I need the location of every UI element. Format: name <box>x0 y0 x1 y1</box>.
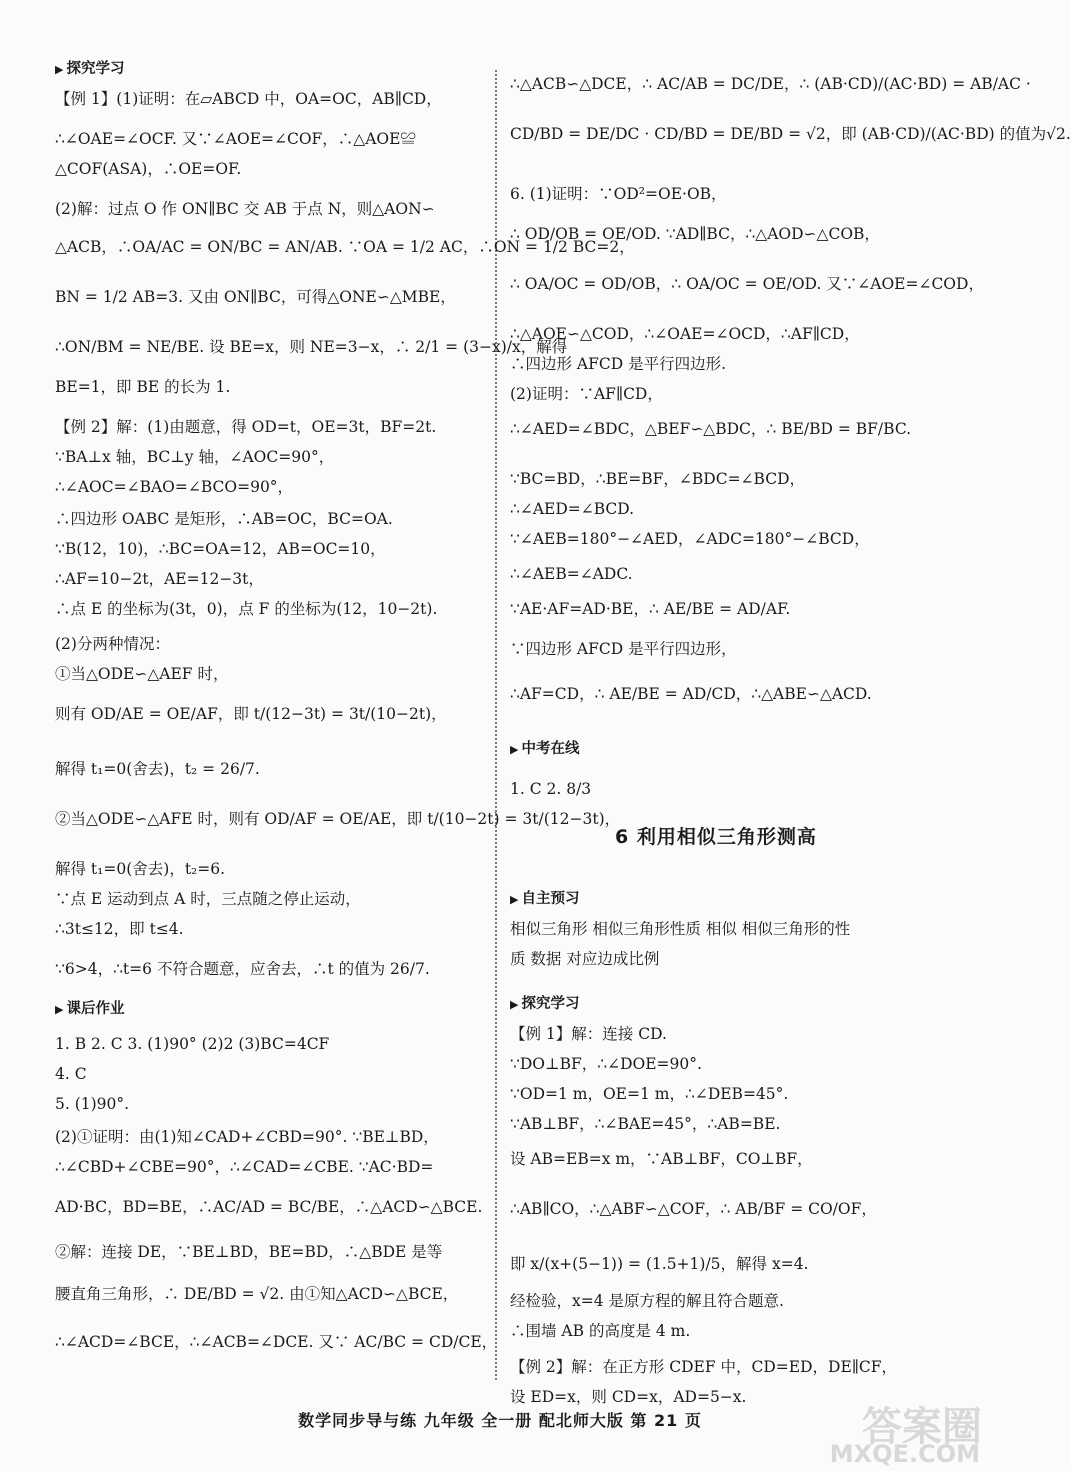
watermark-site: 答案圈 <box>862 1404 982 1450</box>
text-line: ∴AF=CD，∴ AE/BE = AD/CD，∴△ABE∽△ACD. <box>510 685 872 703</box>
text-line: 【例 1】(1)证明：在▱ABCD 中，OA=OC，AB∥CD， <box>55 90 442 108</box>
text-line: 【例 2】解：(1)由题意，得 OD=t，OE=3t，BF=2t. <box>55 418 437 436</box>
text-line: ∴围墙 AB 的高度是 4 m. <box>510 1322 691 1340</box>
text-line: 【例 2】解：在正方形 CDEF 中，CD=ED，DE∥CF， <box>510 1358 898 1376</box>
text-line: ∴∠AOC=∠BAO=∠BCO=90°， <box>55 478 294 496</box>
text-line: ∴ OA/OC = OD/OB，∴ OA/OC = OE/OD. 又∵∠AOE=∠COD， <box>510 275 984 293</box>
section-heading: ▶ 课后作业 <box>55 1000 124 1018</box>
text-line: ∴AF=10−2t，AE=12−3t， <box>55 570 264 588</box>
text-line: BE=1，即 BE 的长为 1. <box>55 378 231 396</box>
text-line: ∴3t≤12，即 t≤4. <box>55 920 184 938</box>
text-line: ∵点 E 运动到点 A 时，三点随之停止运动， <box>55 890 361 908</box>
section-heading: ▶ 探究学习 <box>55 60 124 78</box>
text-line: ∵四边形 AFCD 是平行四边形， <box>510 640 737 658</box>
text-line: 相似三角形 相似三角形性质 相似 相似三角形的性 <box>510 920 851 938</box>
text-line: ∴△ACB∽△DCE，∴ AC/AB = DC/DE，∴ (AB·CD)/(AC·BD) = AB/AC · <box>510 75 1031 93</box>
section-heading: ▶ 探究学习 <box>510 995 579 1013</box>
text-line: 经检验，x=4 是原方程的解且符合题意. <box>510 1292 784 1310</box>
text-line: 【例 1】解：连接 CD. <box>510 1025 667 1043</box>
text-line: 解得 t₁=0(舍去)，t₂ = 26/7. <box>55 760 260 778</box>
text-line: ∴∠AED=∠BDC，△BEF∽△BDC，∴ BE/BD = BF/BC. <box>510 420 912 438</box>
text-line: ∵AE·AF=AD·BE，∴ AE/BE = AD/AF. <box>510 600 791 618</box>
text-line: 设 ED=x，则 CD=x，AD=5−x. <box>510 1388 747 1406</box>
text-line: ∵AB⊥BF，∴∠BAE=45°，∴AB=BE. <box>510 1115 781 1133</box>
text-line: 腰直角三角形，∴ DE/BD = √2. 由①知△ACD∽△BCE， <box>55 1285 459 1303</box>
text-line: ∵BC=BD，∴BE=BF，∠BDC=∠BCD， <box>510 470 806 488</box>
text-line: ∴四边形 AFCD 是平行四边形. <box>510 355 727 373</box>
text-line: 1. B 2. C 3. (1)90° (2)2 (3)BC=4CF <box>55 1035 330 1053</box>
text-line: 质 数据 对应边成比例 <box>510 950 660 968</box>
text-line: 解得 t₁=0(舍去)，t₂=6. <box>55 860 226 878</box>
text-line: AD·BC，BD=BE，∴AC/AD = BC/BE，∴△ACD∽△BCE. <box>55 1198 483 1216</box>
text-line: ∴∠AEB=∠ADC. <box>510 565 633 583</box>
text-line: ∴∠AED=∠BCD. <box>510 500 635 518</box>
text-line: △COF(ASA)，∴OE=OF. <box>55 160 242 178</box>
text-line: ∴△AOE∽△COD，∴∠OAE=∠OCD，∴AF∥CD， <box>510 325 860 343</box>
text-line: 4. C <box>55 1065 87 1083</box>
text-line: BN = 1/2 AB=3. 又由 ON∥BC，可得△ONE∽△MBE， <box>55 288 456 306</box>
text-line: (2)证明：∵AF∥CD， <box>510 385 663 403</box>
text-line: ∵DO⊥BF，∴∠DOE=90°. <box>510 1055 702 1073</box>
text-line: (2)分两种情况： <box>55 635 170 653</box>
text-line: 6. (1)证明：∵OD²=OE·OB， <box>510 185 727 203</box>
text-line: (2)解：过点 O 作 ON∥BC 交 AB 于点 N，则△AON∽ <box>55 200 435 218</box>
section-heading: ▶ 中考在线 <box>510 740 579 758</box>
text-line: 则有 OD/AE = OE/AF，即 t/(12−3t) = 3t/(10−2t)， <box>55 705 447 723</box>
text-line: 5. (1)90°. <box>55 1095 130 1113</box>
text-line: △ACB，∴OA/AC = ON/BC = AN/AB. ∵OA = 1/2 AC，∴ON = 1/2 BC=2， <box>55 238 635 256</box>
text-line: ∴点 E 的坐标为(3t，0)，点 F 的坐标为(12，10−2t). <box>55 600 438 618</box>
text-line: 1. C 2. 8/3 <box>510 780 592 798</box>
text-line: ∵OD=1 m，OE=1 m，∴∠DEB=45°. <box>510 1085 789 1103</box>
text-line: ②当△ODE∽△AFE 时，则有 OD/AF = OE/AE，即 t/(10−2t) = 3t/(12−3t)， <box>55 810 621 828</box>
text-line: CD/BD = DE/DC · CD/BD = DE/BD = √2，即 (AB·CD)/(AC·BD) 的值为√2. <box>510 125 1071 143</box>
text-line: ∵B(12，10)，∴BC=OA=12，AB=OC=10， <box>55 540 386 558</box>
text-line: ∴四边形 OABC 是矩形，∴AB=OC，BC=OA. <box>55 510 393 528</box>
text-line: 即 x/(x+(5−1)) = (1.5+1)/5，解得 x=4. <box>510 1255 809 1273</box>
text-line: ②解：连接 DE，∵BE⊥BD，BE=BD，∴△BDE 是等 <box>55 1243 443 1261</box>
text-line: (2)①证明：由(1)知∠CAD+∠CBD=90°. ∵BE⊥BD， <box>55 1128 439 1146</box>
text-line: ∴∠OAE=∠OCF. 又∵∠AOE=∠COF，∴△AOE≌ <box>55 130 416 148</box>
watermark-url: MXQE.COM <box>829 1440 980 1468</box>
text-line: ∴∠ACD=∠BCE，∴∠ACB=∠DCE. 又∵ AC/BC = CD/CE， <box>55 1333 498 1351</box>
page-footer: 数学同步导与练 九年级 全一册 配北师大版 第 21 页 <box>298 1411 702 1430</box>
text-line: ∵∠AEB=180°−∠AED，∠ADC=180°−∠BCD， <box>510 530 870 548</box>
text-line: ①当△ODE∽△AEF 时， <box>55 665 229 683</box>
text-line: ∵BA⊥x 轴，BC⊥y 轴，∠AOC=90°， <box>55 448 335 466</box>
column-divider <box>495 70 497 1380</box>
text-line: ∴ON/BM = NE/BE. 设 BE=x，则 NE=3−x，∴ 2/1 = (3−x)/x，解得 <box>55 338 568 356</box>
text-line: 设 AB=EB=x m，∵AB⊥BF，CO⊥BF， <box>510 1150 813 1168</box>
text-line: ∴ OD/OB = OE/OD. ∵AD∥BC，∴△AOD∽△COB， <box>510 225 880 243</box>
text-line: ∴AB∥CO，∴△ABF∽△COF，∴ AB/BF = CO/OF， <box>510 1200 877 1218</box>
text-line: ∵6>4，∴t=6 不符合题意，应舍去，∴t 的值为 26/7. <box>55 960 430 978</box>
text-line: ∴∠CBD+∠CBE=90°，∴∠CAD=∠CBE. ∵AC·BD= <box>55 1158 434 1176</box>
chapter-title: 6 利用相似三角形测高 <box>615 826 817 848</box>
section-heading: ▶ 自主预习 <box>510 890 579 908</box>
